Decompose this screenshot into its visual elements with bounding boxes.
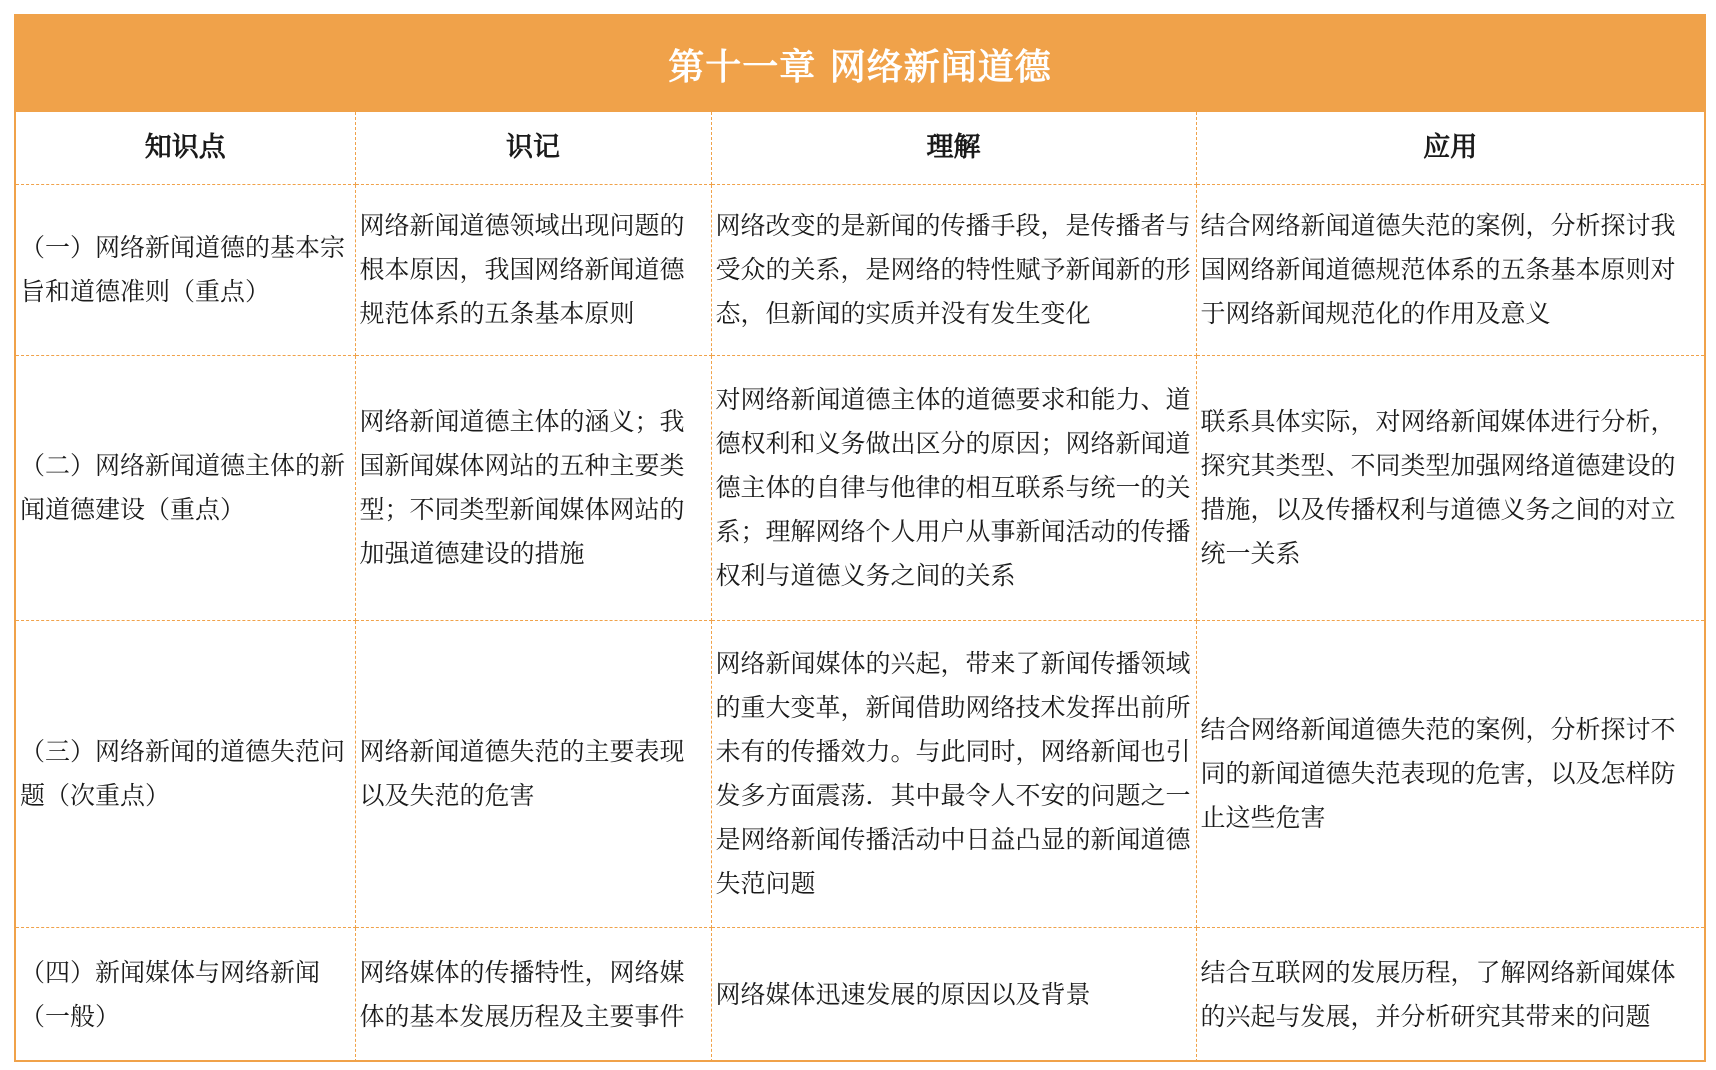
- table-row: [16, 356, 1704, 621]
- table-header-row: [16, 112, 1704, 185]
- cell-topic: （二）网络新闻道德主体的新闻道德建设（重点）: [16, 356, 355, 621]
- cell-topic: （四）新闻媒体与网络新闻（一般）: [16, 928, 355, 1063]
- column-header-topic: 知识点: [16, 112, 355, 185]
- cell-topic: （一）网络新闻道德的基本宗旨和道德准则（重点）: [16, 185, 355, 356]
- column-header-understand: 理解: [711, 112, 1196, 185]
- cell-apply: 联系具体实际，对网络新闻媒体进行分析，探究其类型、不同类型加强网络道德建设的措施，以及传播权利与道德义务之间的对立统一关系: [1196, 356, 1704, 621]
- cell-recall: 网络新闻道德领域出现问题的根本原因，我国网络新闻道德规范体系的五条基本原则: [355, 185, 711, 356]
- page-title: 第十一章 网络新闻道德: [16, 16, 1704, 112]
- table-row: [16, 928, 1704, 1063]
- cell-understand: 网络改变的是新闻的传播手段，是传播者与受众的关系，是网络的特性赋予新闻新的形态，但新闻的实质并没有发生变化: [711, 185, 1196, 356]
- cell-understand: 对网络新闻道德主体的道德要求和能力、道德权利和义务做出区分的原因；网络新闻道德主体的自律与他律的相互联系与统一的关系；理解网络个人用户从事新闻活动的传播权利与道德义务之间的关系: [711, 356, 1196, 621]
- cell-apply: 结合互联网的发展历程，了解网络新闻媒体的兴起与发展，并分析研究其带来的问题: [1200, 958, 1676, 1031]
- column-header-apply: 应用: [1196, 112, 1704, 185]
- cell-recall: 网络新闻道德失范的主要表现以及失范的危害: [355, 621, 711, 928]
- knowledge-table-sheet: [14, 14, 1706, 1062]
- column-header-recall: 识记: [355, 112, 711, 185]
- cell-apply: 结合网络新闻道德失范的案例，分析探讨我国网络新闻道德规范体系的五条基本原则对于网络新闻规范化的作用及意义: [1196, 185, 1704, 356]
- cell-topic: （三）网络新闻的道德失范问题（次重点）: [16, 621, 355, 928]
- table-row: [16, 185, 1704, 356]
- cell-recall: 网络媒体的传播特性，网络媒体的基本发展历程及主要事件: [355, 928, 711, 1063]
- cell-understand: 网络新闻媒体的兴起，带来了新闻传播领域的重大变革，新闻借助网络技术发挥出前所未有的传播效力。与此同时，网络新闻也引发多方面震荡．其中最令人不安的问题之一是网络新闻传播活动中日益凸显的新闻道德失范问题: [711, 621, 1196, 928]
- cell-recall: 网络新闻道德主体的涵义；我国新闻媒体网站的五种主要类型；不同类型新闻媒体网站的加强道德建设的措施: [355, 356, 711, 621]
- cell-apply: 结合网络新闻道德失范的案例，分析探讨不同的新闻道德失范表现的危害，以及怎样防止这些危害: [1196, 621, 1704, 928]
- cell-understand: 网络媒体迅速发展的原因以及背景: [711, 928, 1196, 1063]
- table-row: [16, 621, 1704, 928]
- knowledge-table: [16, 112, 1704, 1062]
